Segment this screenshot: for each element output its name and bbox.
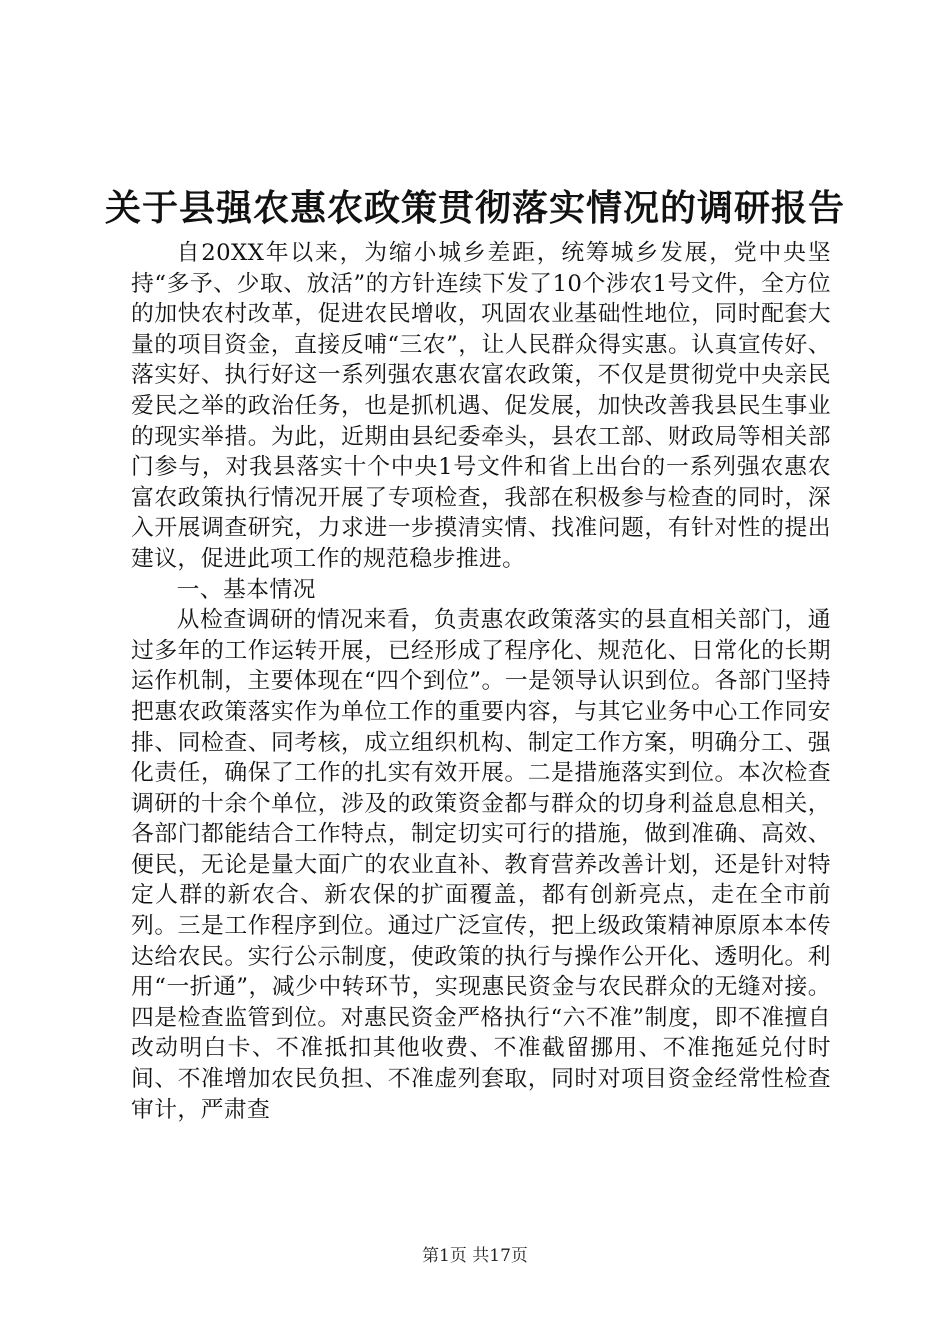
section-heading-basic-situation: 一、基本情况 [176, 576, 316, 603]
document-title: 关于县强农惠农政策贯彻落实情况的调研报告 [104, 187, 845, 229]
page-number-footer: 第1页 共17页 [422, 1246, 528, 1266]
section-paragraph: 从检查调研的情况来看，负责惠农政策落实的县直相关部门，通过多年的工作运转开展，已经形成了程序化、规范化、日常化的长期运作机制，主要体现在“四个到位”。一是领导认识到位。各部门坚持把惠农政策落实作为单位工作的重要内容，与其它业务中心工作同安排、同检查、同考核，成立组织机构、制定工作方案，明确分工、强化责任，确保了工作的扎实有效开展。二是措施落实到位。本次检查调研的十余个单位，涉及的政策资金都与群众的切身利益息息相关，各部门都能结合工作特点，制定切实可行的措施，做到准确、高效、便民，无论是量大面广的农业直补、教育营养改善计划，还是针对特定人群的新农合、新农保的扩面覆盖，都有创新亮点，走在全市前列。三是工作程序到位。通过广泛宣传，把上级政策精神原原本本传达给农民。实行公示制度，使政策的执行与操作公开化、透明化。利用“一折通”，减少中转环节，实现惠民资金与农民群众的无缝对接。四是检查监管到位。对惠民资金严格执行“六不准”制度，即不准擅自改动明白卡、不准抵扣其他收费、不准截留挪用、不准拖延兑付时间、不准增加农民负担、不准虚列套取，同时对项目资金经常性检查审计，严肃查 [131, 607, 831, 1123]
document-body [131, 238, 831, 1125]
intro-paragraph: 自20XX年以来，为缩小城乡差距，统筹城乡发展，党中央坚持“多予、少取、放活”的方针连续下发了10个涉农1号文件，全方位的加快农村改革，促进农民增收，巩固农业基础性地位，同时配套大量的项目资金，直接反哺“三农”，让人民群众得实惠。认真宣传好、落实好、执行好这一系列强农惠农富农政策，不仅是贯彻党中央亲民爱民之举的政治任务，也是抓机遇、促发展，加快改善我县民生事业的现实举措。为此，近期由县纪委牵头，县农工部、财政局等相关部门参与，对我县落实十个中央1号文件和省上出台的一系列强农惠农富农政策执行情况开展了专项检查，我部在积极参与检查的同时，深入开展调查研究，力求进一步摸清实情、找准问题，有针对性的提出建议，促进此项工作的规范稳步推进。 [131, 240, 831, 572]
